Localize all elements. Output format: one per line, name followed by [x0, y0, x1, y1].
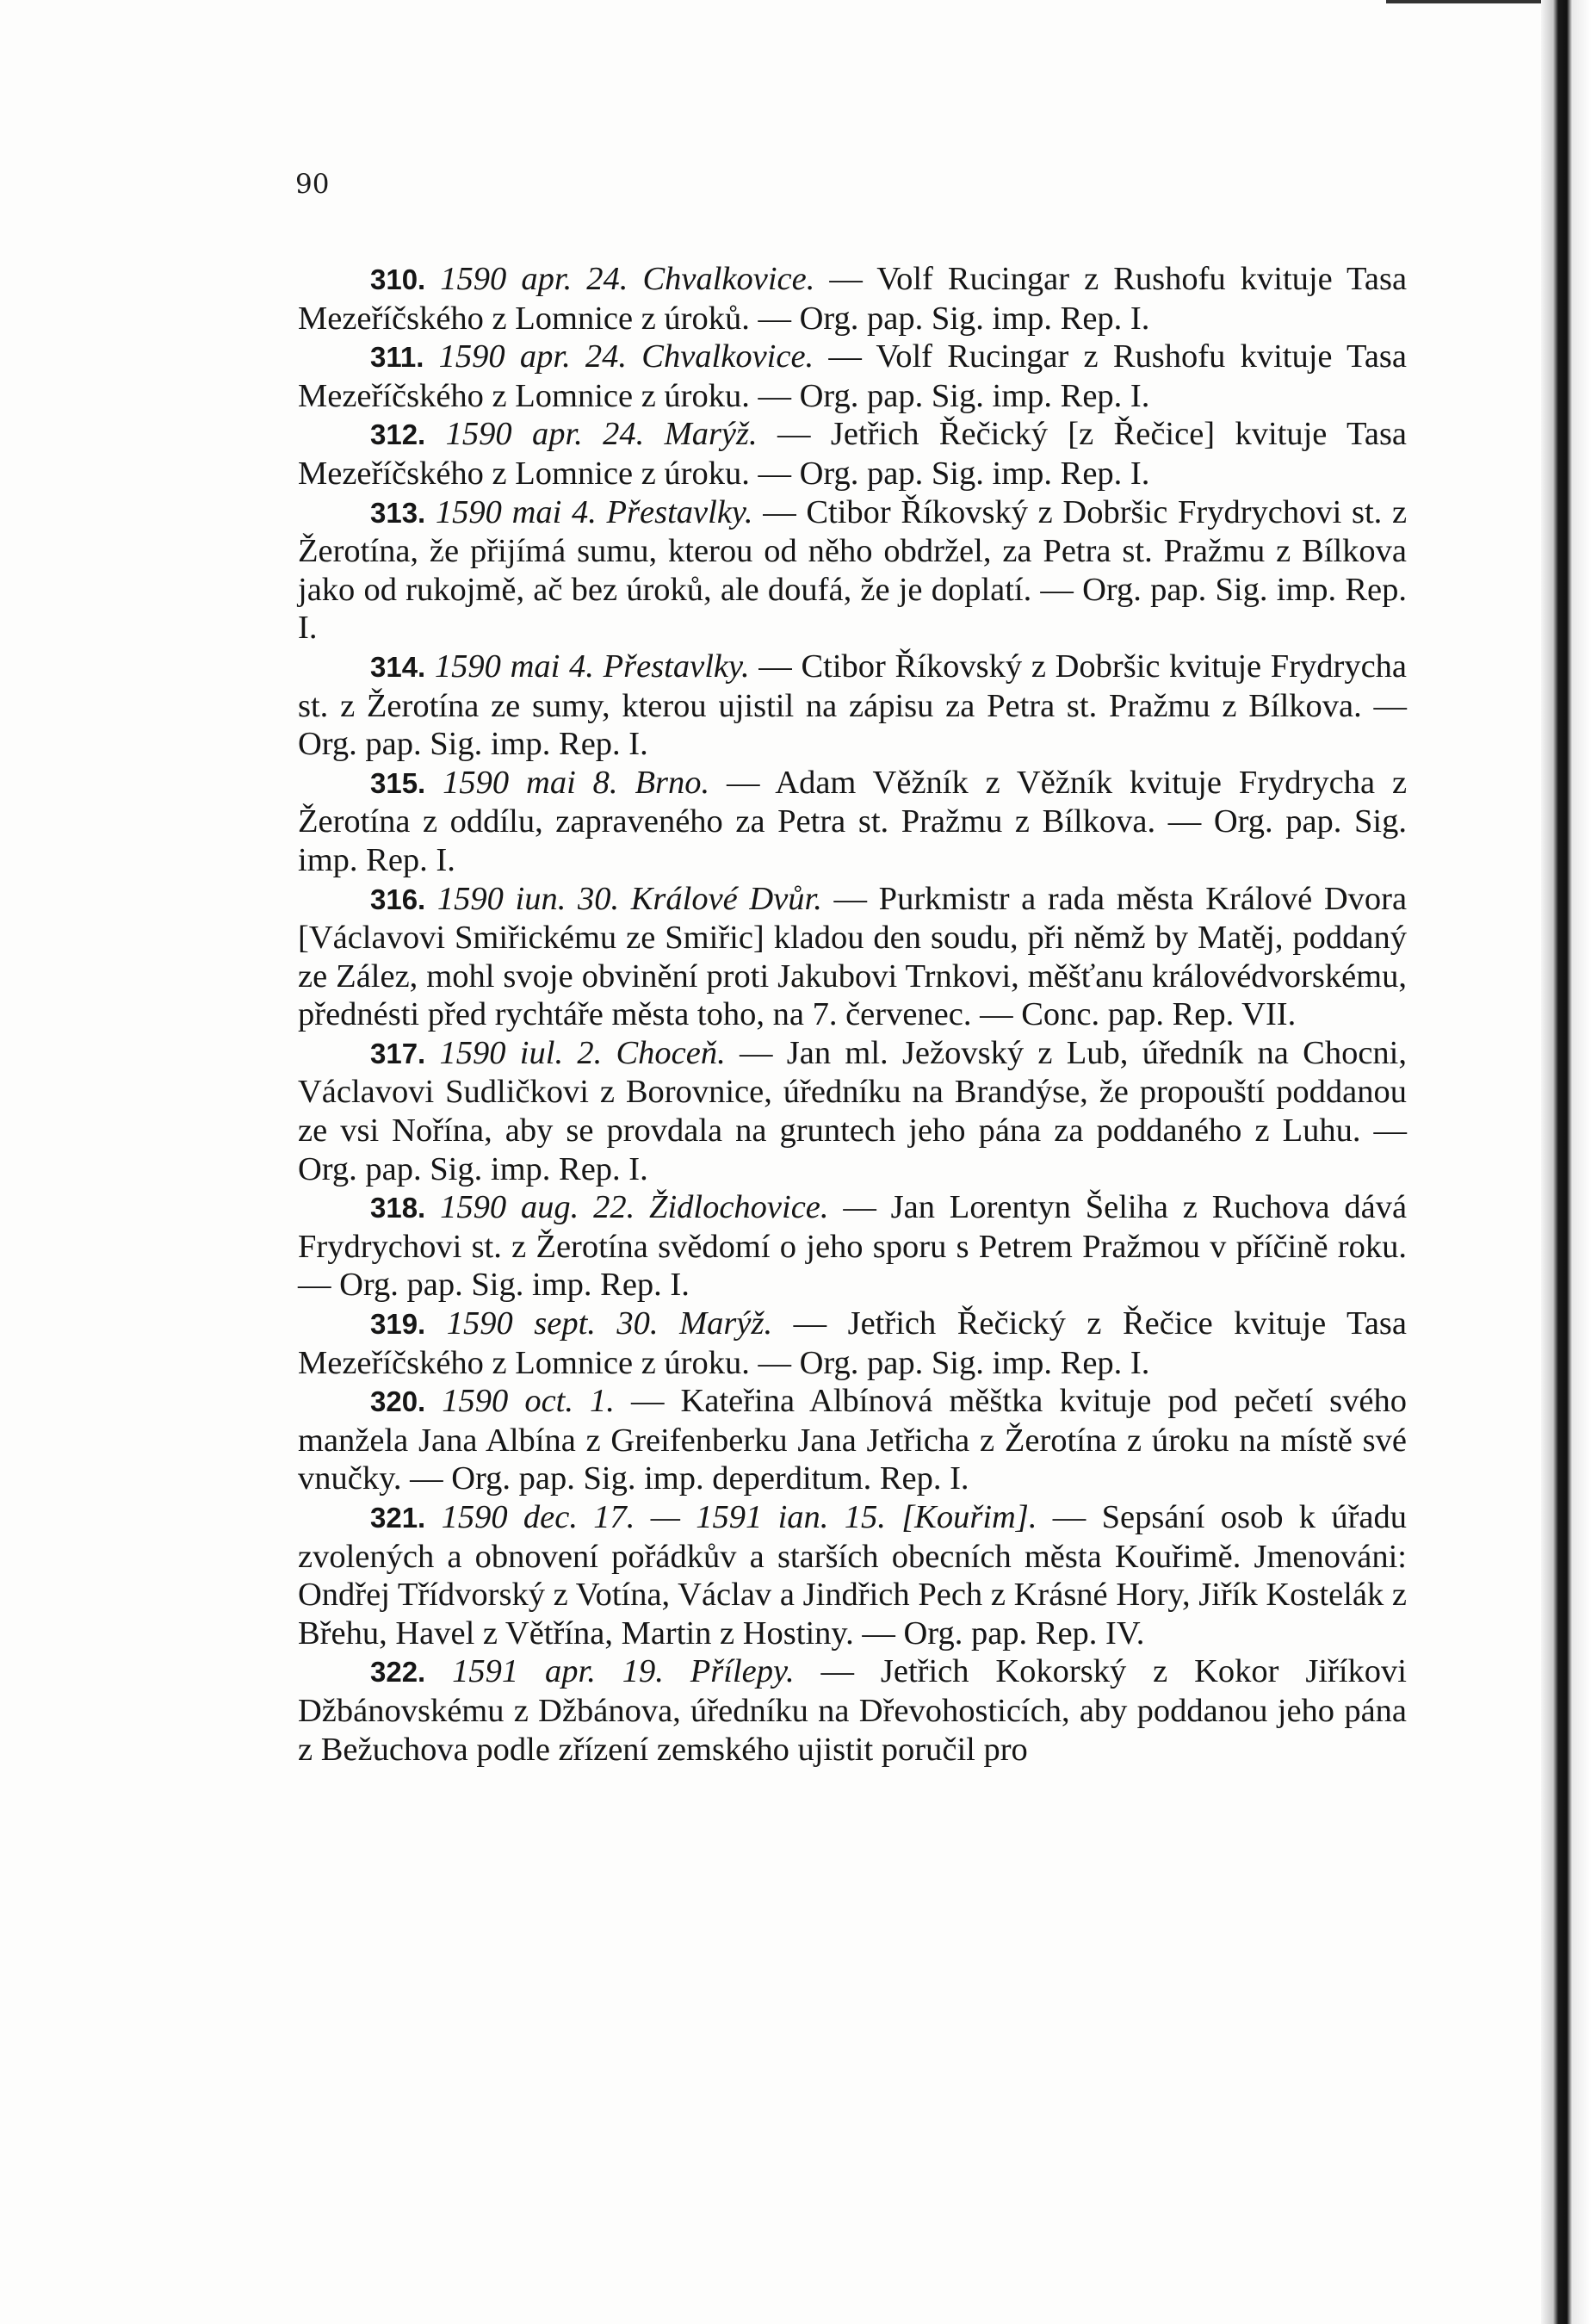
entry-place: Přestavlky. [606, 493, 753, 530]
page-number: 90 [295, 169, 330, 200]
entry-text: — Kateřina Albínová měštka kvituje pod pečetí svého manžela Jana Albína z Greifenberku Jana Jetřicha z Žerotína z úroku na místě své vnučky. — Org. pap. Sig. imp. deperditum. Rep. I. [298, 1383, 1408, 1497]
entry-number: 320. [370, 1385, 426, 1418]
entry-date: 1590 mai 8. [443, 764, 618, 801]
entry-number: 317. [370, 1037, 426, 1069]
entry-place: Chvalkovice. [641, 338, 814, 375]
entry-place: Choceň. [616, 1034, 726, 1071]
entry-text: — Volf Rucingar z Rushofu kvituje Tasa Mezeříčského z Lomnice z úroku. — Org. pap. Sig. imp. Rep. I. [298, 338, 1408, 414]
entry-date: 1590 dec. 17. — 1591 ian. 15. [441, 1499, 886, 1535]
entry-320 [298, 1382, 1407, 1498]
entry-310 [298, 260, 1407, 338]
entry-text: — Jetřich Řečický z Řečice kvituje Tasa Mezeříčského z Lomnice z úroku. — Org. pap. Sig. imp. Rep. I. [298, 1305, 1407, 1381]
entry-date: 1590 oct. 1. [442, 1383, 615, 1420]
entry-number: 310. [370, 263, 426, 295]
entry-place: Králové Dvůr. [630, 880, 822, 917]
entry-number: 319. [370, 1308, 426, 1341]
entry-319 [298, 1305, 1407, 1382]
entry-number: 315. [370, 766, 426, 799]
entry-text: — Ctibor Říkovský z Dobršic kvituje Frydrycha st. z Žerotína ze sumy, kterou ujistil na zápisu za Petra st. Pražmu z Bílkova. — Org. pap. Sig. imp. Rep. I. [298, 648, 1408, 763]
entry-date: 1590 apr. 24. [440, 261, 628, 297]
entry-text: — Jetřich Řečický [z Řečice] kvituje Tasa Mezeříčského z Lomnice z úroku. — Org. pap. Sig. imp. Rep. I. [298, 416, 1408, 492]
entry-date: 1590 aug. 22. [440, 1189, 635, 1226]
entry-place: [Kouřim]. [901, 1499, 1037, 1535]
entry-place: Židlochovice. [649, 1189, 829, 1226]
entry-date: 1591 apr. 19. [452, 1653, 664, 1690]
entry-313 [298, 493, 1407, 648]
entry-date: 1590 mai 4. [434, 648, 594, 685]
entry-place: Marýž. [679, 1305, 773, 1342]
entry-date: 1590 sept. 30. [446, 1305, 659, 1342]
entry-322 [298, 1652, 1407, 1769]
scan-edge-right [1541, 0, 1591, 2324]
entry-text: — Jan Lorentyn Šeliha z Ruchova dává Frydrychovi st. z Žerotína svědomí o jeho sporu s Petrem Pražmou v příčině roku. — Org. pap. Sig. imp. Rep. I. [298, 1189, 1408, 1304]
entry-317 [298, 1034, 1407, 1188]
entry-place: Chvalkovice. [642, 261, 815, 297]
entry-place: Přílepy. [690, 1653, 795, 1690]
entry-312 [298, 415, 1407, 493]
entry-date: 1590 apr. 24. [445, 416, 645, 453]
entry-number: 313. [370, 496, 426, 529]
text-block [298, 260, 1407, 1769]
entry-314 [298, 648, 1407, 764]
entry-text: — Sepsání osob k úřadu zvolených a obnovení pořádkův a starších obecních města Kouřimě. Jmenováni: Ondřej Třídvorský z Votína, Václav a Jindřich Pech z Krásné Hory, Jiřík Kostelák z Břehu, Havel z Větřína, Martin z Hostiny. — Org. pap. Rep. IV. [298, 1499, 1408, 1652]
entry-date: 1590 apr. 24. [438, 338, 628, 375]
entry-321 [298, 1498, 1407, 1652]
entry-text: — Adam Věžník z Věžník kvituje Frydrycha z Žerotína z oddílu, zapraveného za Petra st. Pražmu z Bílkova. — Org. pap. Sig. imp. Rep. I. [298, 764, 1408, 878]
entry-text: — Ctibor Říkovský z Dobršic Frydrychovi st. z Žerotína, že přijímá sumu, kterou od něho obdržel, za Petra st. Pražmu z Bílkova jako od rukojmě, ač bez úroků, ale doufá, že je doplatí. — Org. pap. Sig. imp. Rep. I. [298, 493, 1408, 647]
entry-date: 1590 iul. 2. [439, 1034, 603, 1071]
entry-316 [298, 880, 1407, 1034]
entry-date: 1590 mai 4. [435, 493, 597, 530]
entry-number: 322. [370, 1656, 426, 1689]
entry-311 [298, 338, 1407, 415]
entry-number: 318. [370, 1192, 426, 1224]
entry-number: 311. [370, 341, 424, 374]
entry-text: — Jetřich Kokorský z Kokor Jiříkovi Džbánovskému z Džbánova, úředníku na Dřevohosticích, aby poddanou jeho pána z Bežuchova podle zřízení zemského ujistit poručil pro [298, 1653, 1408, 1768]
entry-number: 312. [370, 418, 426, 451]
entry-text: — Volf Rucingar z Rushofu kvituje Tasa Mezeříčského z Lomnice z úroků. — Org. pap. Sig. imp. Rep. I. [298, 261, 1408, 337]
entry-315 [298, 764, 1407, 880]
entry-text: — Purkmistr a rada města Králové Dvora [Václavovi Smiřickému ze Smiřic] kladou den soudu, při němž by Matěj, poddaný ze Zález, mohl svoje obvinění proti Jakubovi Trnkovi, měšťanu královédvorskému, přednésti před rychtáře města toho, na 7. červenec. — Conc. pap. Rep. VII. [298, 880, 1408, 1033]
entry-place: Brno. [635, 764, 710, 801]
entry-number: 321. [370, 1502, 426, 1534]
entry-number: 314. [370, 650, 426, 683]
entry-date: 1590 iun. 30. [436, 880, 620, 917]
entry-number: 316. [370, 883, 426, 915]
entry-place: Marýž. [664, 416, 758, 453]
entry-text: — Jan ml. Ježovský z Lub, úředník na Chocni, Václavovi Sudličkovi z Borovnice, úředníku na Brandýse, že propouští poddanou ze vsi Nořína, aby se provdala na gruntech jeho pána za poddaného z Luhu. — Org. pap. Sig. imp. Rep. I. [298, 1034, 1407, 1187]
entry-place: Přestavlky. [603, 648, 750, 685]
entry-318 [298, 1188, 1407, 1305]
